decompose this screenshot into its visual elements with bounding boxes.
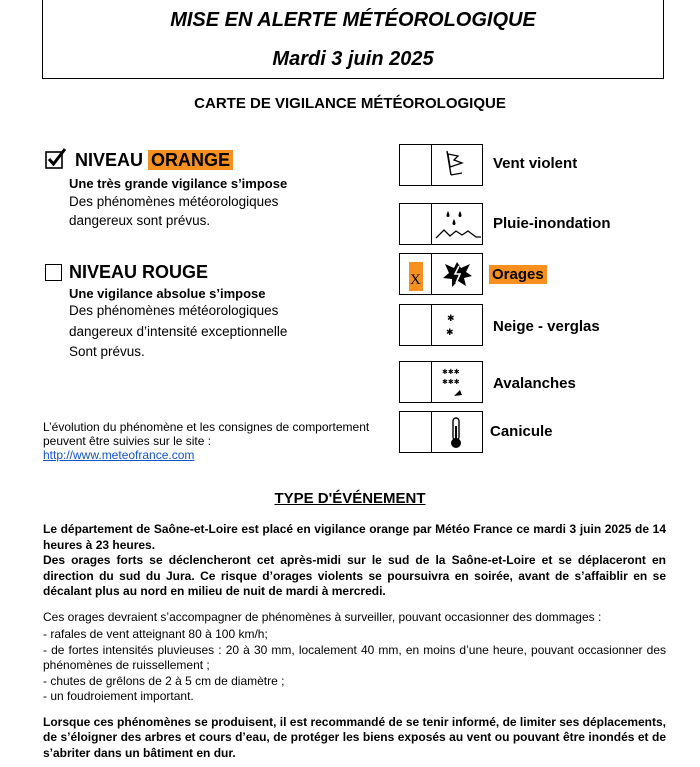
snow-icon — [432, 305, 482, 345]
event-bullet: - rafales de vent atteignant 80 à 100 km/h; — [43, 627, 268, 641]
hazard-icon-cell — [431, 203, 483, 245]
rouge-level-line1: Une vigilance absolue s’impose — [69, 286, 266, 301]
svg-text:✱✱✱: ✱✱✱ — [442, 378, 460, 386]
hazard-check-cell[interactable] — [399, 361, 432, 403]
svg-text:✱✱✱: ✱✱✱ — [442, 368, 460, 376]
orange-checkbox[interactable] — [45, 148, 67, 175]
checked-box-icon — [45, 148, 67, 170]
hazard-label-canicule: Canicule — [490, 423, 553, 440]
orange-level-line3: dangereux sont prévus. — [69, 213, 211, 228]
alert-date: Mardi 3 juin 2025 — [272, 48, 434, 70]
event-body — [43, 522, 666, 761]
meteofrance-link[interactable]: http://www.meteofrance.com — [43, 448, 195, 462]
hazard-icon-cell — [431, 253, 483, 295]
orange-level-label — [75, 150, 233, 171]
hazard-icon-cell — [431, 144, 483, 186]
event-heading-wrap — [0, 490, 700, 508]
orange-level-line2: Des phénomènes météorologiques — [69, 194, 279, 209]
thunderstorm-icon — [432, 254, 482, 294]
site-note — [43, 420, 369, 462]
rouge-level-label: NIVEAU ROUGE — [69, 262, 209, 282]
event-bullet: - chutes de grêlons de 2 à 5 cm de diamètre ; — [43, 673, 285, 688]
event-paragraph-4: Lorsque ces phénomènes se produisent, il est recommandé de se tenir informé, de limiter ses déplacements, de s’éloigner des arbres et cours d’eau, de protéger les biens exposés au vent ou pouvant être inondés et de s’abriter dans un bâtiment en dur. — [43, 714, 666, 760]
hazard-label-neige: Neige - verglas — [493, 318, 600, 335]
hazard-label-orages: Orages — [489, 265, 547, 284]
selected-x-mark: X — [410, 272, 421, 288]
svg-text:✱: ✱ — [447, 314, 455, 324]
site-note-line2: peuvent être suivies sur le site : — [43, 434, 212, 448]
orange-level-prefix: NIVEAU — [75, 150, 144, 170]
thermometer-icon — [432, 412, 482, 452]
site-note-line1: L’évolution du phénomène et les consignes de comportement — [43, 420, 370, 434]
hazard-check-cell[interactable] — [399, 304, 432, 346]
rouge-level-line4: Sont prévus. — [69, 344, 145, 359]
vigilance-map-title: CARTE DE VIGILANCE MÉTÉOROLOGIQUE — [194, 95, 506, 112]
hazard-label-avalanches: Avalanches — [493, 375, 576, 392]
orange-level-line1: Une très grande vigilance s’impose — [69, 176, 288, 191]
avalanche-icon — [432, 362, 482, 402]
hazard-label-pluie: Pluie-inondation — [493, 215, 611, 232]
alert-title: MISE EN ALERTE MÉTÉOROLOGIQUE — [170, 9, 536, 31]
event-heading: TYPE D'ÉVÉNEMENT — [274, 490, 426, 507]
rouge-checkbox[interactable] — [45, 264, 62, 281]
hazard-check-cell-selected[interactable] — [399, 253, 432, 295]
event-paragraph-2: Des orages forts se déclencheront cet après-midi sur le sud de la Saône-et-Loire et se déplaceront en direction du sud du Jura. Ce risque d’orages violents se poursuivra en soirée, avant de s’affaiblir en se décalant plus au nord en milieu de nuit de mardi à mercredi. — [43, 553, 666, 598]
event-bullet: - de fortes intensités pluvieuses : 20 à 30 mm, localement 40 mm, en moins d’une heure, pouvant occasionner des phénomènes de ruissellement ; — [43, 642, 666, 672]
svg-text:✱: ✱ — [446, 328, 454, 338]
hazard-label-vent: Vent violent — [493, 155, 578, 172]
hazard-check-cell[interactable] — [399, 411, 432, 453]
hazard-check-cell[interactable] — [399, 203, 432, 245]
rouge-level-line3: dangereux d’intensité exceptionnelle — [69, 324, 288, 339]
rain-flood-icon — [432, 204, 482, 244]
rouge-level-line2: Des phénomènes météorologiques — [69, 303, 279, 318]
event-bullet: - un foudroiement important. — [43, 689, 194, 703]
orange-level-word: ORANGE — [148, 150, 233, 170]
event-paragraph-1: Le département de Saône-et-Loire est placé en vigilance orange par Météo France ce mardi 3 juin 2025 de 14 heures à 23 heures. — [43, 522, 666, 552]
hazard-check-cell[interactable] — [399, 144, 432, 186]
wind-flag-icon — [432, 145, 482, 185]
event-paragraph-3: Ces orages devraient s’accompagner de phénomènes à surveiller, pouvant occasionner des dommages : — [43, 609, 602, 624]
hazard-icon-cell — [431, 361, 483, 403]
hazard-icon-cell — [431, 411, 483, 453]
hazard-icon-cell — [431, 304, 483, 346]
